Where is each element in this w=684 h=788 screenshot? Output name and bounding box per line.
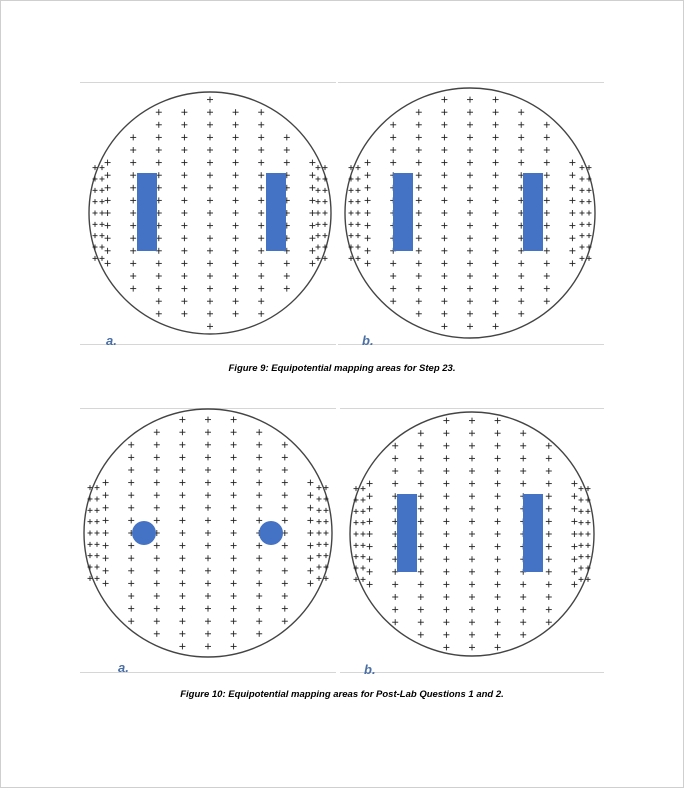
figure9-panel-a-map xyxy=(80,82,336,348)
figure10-panel-b-map xyxy=(340,408,604,676)
left-electrode xyxy=(132,521,156,545)
figure9-caption: Figure 9: Equipotential mapping areas for Step 23. xyxy=(228,363,456,374)
right-electrode xyxy=(523,494,543,572)
figure9-panel-b xyxy=(338,82,604,348)
figure10-caption: Figure 10: Equipotential mapping areas for Post-Lab Questions 1 and 2. xyxy=(180,689,504,700)
left-electrode xyxy=(397,494,417,572)
marker-grid xyxy=(349,97,592,330)
left-electrode xyxy=(137,173,157,251)
figure9-panel-b-map xyxy=(338,82,604,348)
figure9-panel-b-label: b. xyxy=(362,333,374,348)
figure10-panel-b-label: b. xyxy=(364,662,376,677)
figure9-panel-a xyxy=(80,82,336,348)
figure9-panel-a-label: a. xyxy=(106,333,117,348)
figure10-panel-a-map xyxy=(80,408,336,676)
figure10-panel-a-label: a. xyxy=(118,660,129,675)
marker-grid xyxy=(93,97,328,330)
figure10-panel-a xyxy=(80,408,336,676)
figure10-panel-b xyxy=(340,408,604,676)
marker-grid xyxy=(88,417,329,650)
right-electrode xyxy=(266,173,286,251)
left-electrode xyxy=(393,173,413,251)
marker-grid xyxy=(354,418,591,651)
right-electrode xyxy=(259,521,283,545)
right-electrode xyxy=(523,173,543,251)
